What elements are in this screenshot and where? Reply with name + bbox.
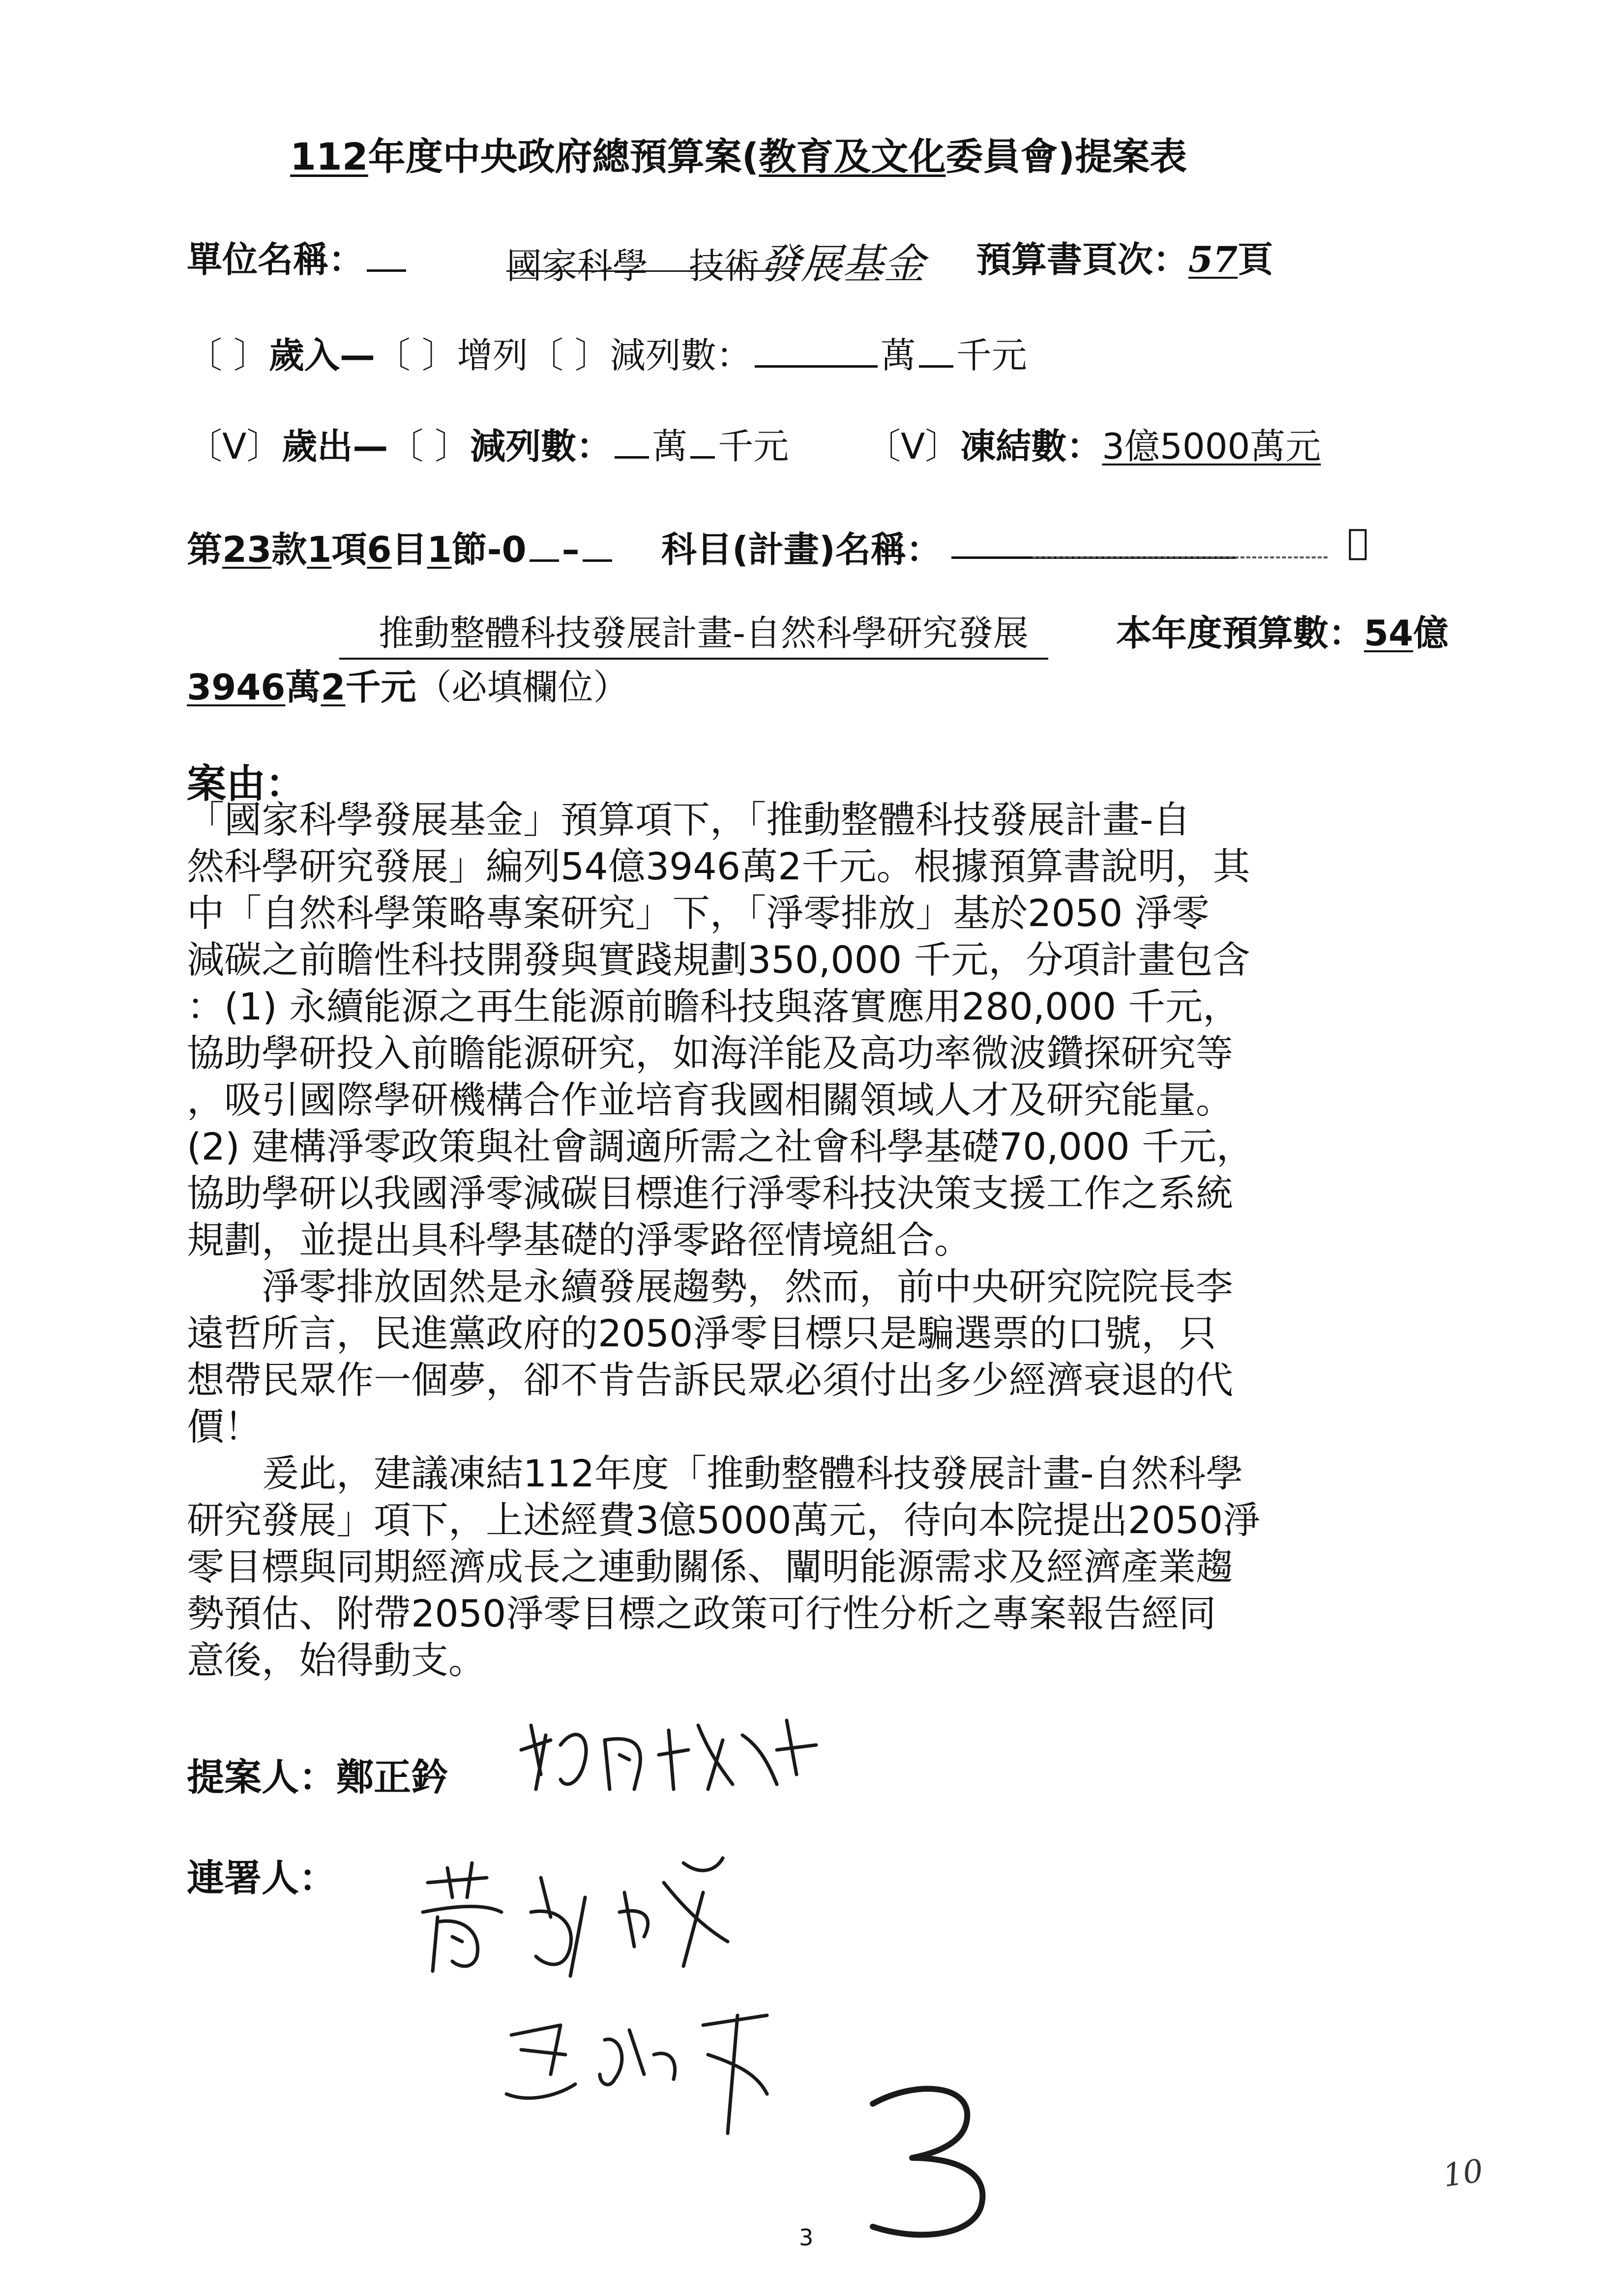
corner-note: 10	[1441, 2152, 1486, 2195]
subject-tail: 𠃧	[1347, 521, 1369, 562]
budget-required: （必填欄位）	[416, 667, 629, 708]
title-suffix: 提案表	[1075, 135, 1187, 178]
unit-label: 單位名稱：	[187, 239, 364, 280]
cosigner-label: 連署人：	[187, 1856, 336, 1900]
plan-name-text: 推動整體科技發展計畫-自然科學研究發展	[379, 612, 1029, 654]
expense-bracket-1: 〔V〕	[187, 426, 282, 467]
title-middle: 年度中央政府總預算案	[368, 135, 742, 178]
revenue-bracket-2: 〔 〕	[375, 335, 457, 376]
revenue-decrease: 減列數：	[610, 335, 752, 376]
case-line: (2) 建構淨零政策與社會調適所需之社會科學基礎70,000 千元，	[187, 1125, 1254, 1168]
page-ref	[976, 231, 1273, 282]
title-committee: 教育及文化	[759, 135, 946, 178]
budget-qian: 2	[321, 667, 346, 708]
revenue-bracket-1: 〔 〕	[187, 335, 269, 376]
proposer-line	[187, 1747, 448, 1801]
expense-wan-blank	[615, 426, 649, 459]
case-line: 想帶民眾作一個夢，卻不肯告訴民眾必須付出多少經濟衰退的代	[187, 1358, 1233, 1402]
case-line: 「國家科學發展基金」預算項下，「推動整體科技發展計畫-自	[187, 798, 1191, 842]
proposer-label: 提案人：	[187, 1755, 336, 1799]
item-blank-1	[530, 529, 559, 562]
freeze-label: 凍結數：	[960, 426, 1102, 467]
revenue-increase: 增列	[457, 335, 528, 376]
title-committee-suffix: 委員會	[945, 135, 1058, 178]
revenue-qian-blank	[919, 335, 953, 368]
freeze-block	[865, 418, 1321, 469]
budget-wan-unit: 萬	[285, 667, 321, 708]
cosigner-signature-1	[408, 1848, 851, 1996]
case-line: 勢預估、附帶2050淨零目標之政策可行性分析之專案報告經同	[187, 1592, 1216, 1635]
form-title	[290, 127, 1187, 180]
title-year: 112	[290, 135, 368, 178]
proposer-signature	[511, 1706, 826, 1819]
case-heading: 案由：	[187, 761, 305, 807]
budget-qian-unit: 千元	[345, 667, 416, 708]
plan-name	[339, 605, 1048, 660]
item-line	[187, 521, 615, 572]
unit-value	[506, 231, 925, 291]
case-line: 淨零排放固然是永續發展趨勢，然而，前中央研究院院長李	[187, 1265, 1233, 1308]
case-line: 意後，始得動支。	[187, 1638, 486, 1682]
unit-value-typed-2: 技術	[688, 245, 760, 287]
title-paren-open: (	[741, 135, 759, 178]
unit-value-typed: 國家科學	[506, 245, 649, 287]
case-line: 規劃，並提出具科學基礎的淨零路徑情境組合。	[187, 1218, 972, 1262]
handwritten-three	[858, 2074, 1015, 2251]
case-body	[187, 796, 1260, 1684]
case-line: 遠哲所言，民進黨政府的2050淨零目標只是騙選票的口號，只	[187, 1311, 1216, 1355]
item-dash: –	[561, 529, 580, 570]
proposer-name: 鄭正鈐	[336, 1755, 448, 1799]
item-kuan: 23	[222, 529, 272, 570]
item-jie: 1	[427, 529, 452, 570]
page-value: 57	[1188, 238, 1238, 280]
revenue-bracket-3: 〔 〕	[528, 335, 610, 376]
item-blank-2	[583, 529, 612, 562]
item-kuan-label: 款	[271, 529, 307, 570]
unit-blank	[367, 239, 406, 272]
item-mu: 6	[367, 529, 392, 570]
case-line: 中「自然科學策略專案研究」下，「淨零排放」基於2050 淨零	[187, 891, 1210, 935]
unit-underline	[506, 270, 772, 272]
budget-wan: 3946	[187, 667, 286, 708]
item-xiang: 1	[307, 529, 332, 570]
expense-wan: 萬	[652, 426, 688, 467]
freeze-value: 3億5000萬元	[1102, 426, 1321, 467]
item-mu-label: 目	[391, 529, 427, 570]
case-line: ，吸引國際學研機構合作並培育我國相關領域人才及研究能量。	[187, 1078, 1233, 1122]
case-line: 然科學研究發展」編列54億3946萬2千元。根據預算書說明，其	[187, 844, 1250, 888]
case-line: ：(1) 永續能源之再生能源前瞻科技與落實應用280,000 千元，	[187, 985, 1240, 1028]
page-label: 預算書頁次：	[976, 239, 1189, 280]
case-line: 協助學研投入前瞻能源研究，如海洋能及高功率微波鑽探研究等	[187, 1031, 1233, 1075]
expense-qian-blank	[690, 426, 715, 459]
revenue-wan: 萬	[880, 335, 916, 376]
item-jie-label: 節-0	[451, 529, 527, 570]
cosigner-signature-2	[492, 1996, 836, 2153]
case-line: 爰此，建議凍結112年度「推動整體科技發展計畫-自然科學	[187, 1452, 1243, 1495]
item-xiang-label: 項	[331, 529, 367, 570]
case-line: 零目標與同期經濟成長之連動關係、闡明能源需求及經濟產業趨	[187, 1545, 1233, 1589]
case-line: 減碳之前瞻性科技開發與實踐規劃350,000 千元，分項計畫包含	[187, 938, 1250, 982]
subject-blank-faded	[1033, 556, 1328, 558]
revenue-line	[187, 327, 1027, 378]
expense-bracket-2: 〔 〕	[388, 426, 471, 467]
case-line: 價！	[187, 1405, 262, 1449]
budget-line-2	[187, 659, 629, 710]
expense-label: 歲出—	[282, 426, 388, 467]
unit-line	[187, 231, 409, 282]
revenue-wan-blank	[755, 335, 878, 368]
expense-decrease: 減列數：	[470, 426, 612, 467]
subject-label: 科目(計畫)名稱：	[661, 529, 942, 570]
expense-qian: 千元	[718, 426, 789, 467]
case-line: 協助學研以我國淨零減碳目標進行淨零科技決策支援工作之系統	[187, 1171, 1233, 1215]
expense-line	[187, 418, 789, 469]
page-number: 3	[799, 2224, 814, 2251]
page-unit: 頁	[1238, 239, 1273, 280]
budget-line	[1116, 605, 1448, 656]
item-di: 第	[187, 529, 223, 570]
revenue-label: 歲入—	[268, 335, 375, 376]
budget-label: 本年度預算數：	[1116, 612, 1364, 654]
title-paren-close: )	[1058, 135, 1075, 178]
revenue-qian: 千元	[956, 335, 1027, 376]
unit-value-handwritten: 發展基金	[759, 240, 925, 288]
budget-yi-unit: 億	[1413, 612, 1449, 654]
case-line: 研究發展」項下，上述經費3億5000萬元，待向本院提出2050淨	[187, 1498, 1261, 1542]
budget-yi: 54	[1364, 612, 1414, 654]
freeze-bracket: 〔V〕	[865, 426, 961, 467]
